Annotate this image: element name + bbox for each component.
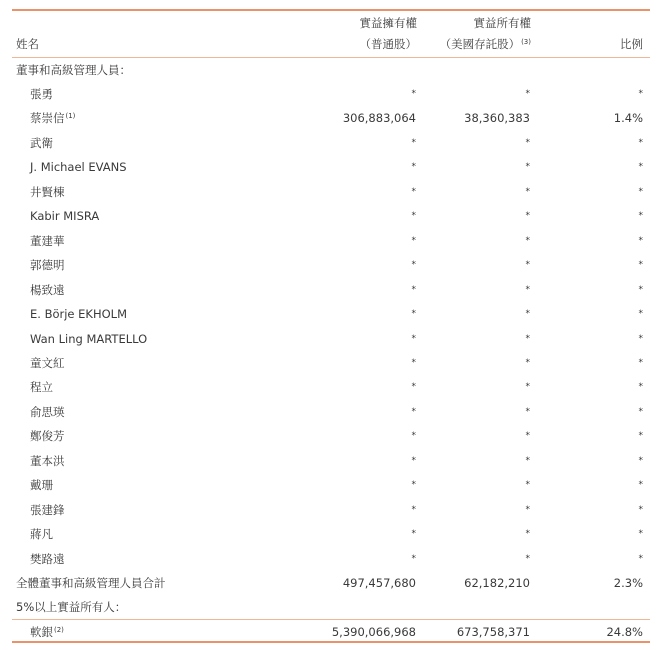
col1-header-line1: 實益擁有權 bbox=[359, 16, 417, 30]
ordinary-shares: * bbox=[411, 455, 416, 466]
table-row bbox=[12, 498, 650, 522]
person-name: E. Börje EKHOLM bbox=[30, 307, 127, 322]
person-name: 董建華 bbox=[30, 233, 65, 248]
ownership-pct: * bbox=[638, 333, 643, 344]
ads-ownership: 38,360,383 bbox=[464, 111, 530, 126]
total-row bbox=[12, 571, 650, 595]
ads-ownership: * bbox=[525, 89, 530, 99]
table-row bbox=[12, 351, 650, 375]
ownership-pct: * bbox=[638, 284, 643, 295]
col2-header-line2: （美國存託股）$^{(3)}$ bbox=[439, 37, 531, 51]
total-ordinary: 497,457,680 bbox=[342, 576, 416, 590]
ordinary-shares: * bbox=[411, 186, 416, 197]
col1-header-line2: （普通股） bbox=[359, 37, 417, 51]
person-name: 董本洪 bbox=[30, 453, 65, 468]
table-row bbox=[12, 400, 650, 424]
person-name: J. Michael EVANS bbox=[30, 160, 127, 175]
table-row bbox=[12, 449, 650, 473]
table-row bbox=[12, 253, 650, 277]
col2-header-line1: 實益所有權 bbox=[473, 16, 531, 30]
ownership-pct: * bbox=[638, 260, 643, 271]
ordinary-shares: * bbox=[411, 504, 416, 515]
ads-ownership: * bbox=[525, 309, 530, 320]
person-name: 蔣凡 bbox=[30, 527, 53, 542]
person-name: 程立 bbox=[30, 380, 53, 395]
ordinary-shares: * bbox=[411, 260, 416, 271]
ads-ownership: * bbox=[525, 406, 530, 417]
table-row bbox=[12, 547, 650, 571]
ownership-pct: * bbox=[638, 162, 643, 173]
ownership-pct: 1.4% bbox=[613, 111, 643, 126]
ads-ownership: * bbox=[525, 284, 530, 295]
ownership-pct: * bbox=[638, 235, 643, 246]
section-holders bbox=[12, 595, 650, 619]
table-row bbox=[12, 82, 650, 106]
ads-ownership: * bbox=[525, 137, 530, 148]
section-label: 5%以上實益所有人： bbox=[16, 600, 127, 614]
section-directors bbox=[12, 58, 650, 82]
ownership-pct: * bbox=[638, 89, 643, 99]
ads-ownership: * bbox=[525, 480, 530, 491]
top-rule bbox=[12, 9, 650, 11]
ads-ownership: * bbox=[525, 504, 530, 515]
ratio-column-header: 比例 bbox=[620, 37, 643, 51]
ordinary-shares: * bbox=[411, 162, 416, 173]
holder-name: 軟銀$^{(2)}$ bbox=[30, 625, 64, 639]
ads-ownership: * bbox=[525, 333, 530, 344]
holder-ads: 673,758,371 bbox=[456, 625, 530, 639]
table-row bbox=[12, 155, 650, 179]
person-name: Wan Ling MARTELLO bbox=[30, 331, 148, 346]
ownership-pct: * bbox=[638, 406, 643, 417]
table-row bbox=[12, 180, 650, 204]
person-name: 郭德明 bbox=[30, 258, 65, 273]
table-row bbox=[12, 424, 650, 448]
table-row bbox=[12, 204, 650, 228]
ownership-pct: * bbox=[638, 504, 643, 515]
table-row bbox=[12, 131, 650, 155]
person-name: 蔡崇信$^{(1)}$ bbox=[30, 111, 76, 126]
ads-ownership: * bbox=[525, 455, 530, 466]
table-row bbox=[12, 278, 650, 302]
person-name: 戴珊 bbox=[30, 478, 53, 493]
person-name: 張建鋒 bbox=[30, 502, 65, 517]
person-name: 井賢棟 bbox=[30, 184, 65, 199]
ownership-pct: * bbox=[638, 186, 643, 197]
ownership-pct: * bbox=[638, 137, 643, 148]
ads-ownership: * bbox=[525, 162, 530, 173]
ordinary-shares: * bbox=[411, 137, 416, 148]
ordinary-shares: * bbox=[411, 357, 416, 368]
ownership-pct: * bbox=[638, 529, 643, 540]
bottom-rule bbox=[12, 641, 650, 643]
ownership-pct: * bbox=[638, 357, 643, 368]
ordinary-shares: * bbox=[411, 211, 416, 222]
ads-ownership: * bbox=[525, 431, 530, 442]
ordinary-shares: * bbox=[411, 480, 416, 491]
table-row bbox=[12, 106, 650, 130]
person-name: 楊致遠 bbox=[30, 282, 65, 297]
ads-ownership: * bbox=[525, 382, 530, 393]
total-pct: 2.3% bbox=[613, 576, 643, 590]
ordinary-shares: 306,883,064 bbox=[342, 111, 416, 126]
table-row bbox=[12, 375, 650, 399]
ownership-pct: * bbox=[638, 211, 643, 222]
ordinary-shares: * bbox=[411, 553, 416, 564]
person-name: 童文紅 bbox=[30, 355, 65, 370]
person-name: 俞思瑛 bbox=[30, 404, 65, 419]
ads-ownership: * bbox=[525, 260, 530, 271]
section-label: 董事和高級管理人員： bbox=[16, 63, 131, 77]
ordinary-shares: * bbox=[411, 235, 416, 246]
ordinary-shares: * bbox=[411, 333, 416, 344]
table-row bbox=[12, 473, 650, 497]
total-ads: 62,182,210 bbox=[464, 576, 530, 590]
table-row bbox=[12, 229, 650, 253]
ordinary-shares: * bbox=[411, 431, 416, 442]
ads-ownership: * bbox=[525, 529, 530, 540]
ownership-pct: * bbox=[638, 431, 643, 442]
ordinary-shares: * bbox=[411, 406, 416, 417]
ownership-pct: * bbox=[638, 480, 643, 491]
table-row bbox=[12, 327, 650, 351]
holder-ordinary: 5,390,066,968 bbox=[331, 625, 416, 639]
ads-ownership: * bbox=[525, 357, 530, 368]
table-row bbox=[12, 302, 650, 326]
ownership-pct: * bbox=[638, 455, 643, 466]
table-row bbox=[12, 522, 650, 546]
person-name: 鄭俊芳 bbox=[30, 429, 65, 444]
person-name: 樊路遠 bbox=[30, 551, 65, 566]
ordinary-shares: * bbox=[411, 529, 416, 540]
total-label: 全體董事和高級管理人員合計 bbox=[16, 576, 166, 590]
person-name: Kabir MISRA bbox=[30, 209, 100, 224]
ordinary-shares: * bbox=[411, 284, 416, 295]
person-name: 武衛 bbox=[30, 135, 53, 150]
ownership-pct: * bbox=[638, 382, 643, 393]
ads-ownership: * bbox=[525, 211, 530, 222]
holder-pct: 24.8% bbox=[606, 625, 643, 639]
ordinary-shares: * bbox=[411, 89, 416, 99]
name-column-header: 姓名 bbox=[16, 37, 39, 51]
ownership-pct: * bbox=[638, 553, 643, 564]
ordinary-shares: * bbox=[411, 382, 416, 393]
ads-ownership: * bbox=[525, 186, 530, 197]
ownership-pct: * bbox=[638, 309, 643, 320]
ordinary-shares: * bbox=[411, 309, 416, 320]
ads-ownership: * bbox=[525, 553, 530, 564]
ads-ownership: * bbox=[525, 235, 530, 246]
person-name: 張勇 bbox=[30, 87, 53, 101]
